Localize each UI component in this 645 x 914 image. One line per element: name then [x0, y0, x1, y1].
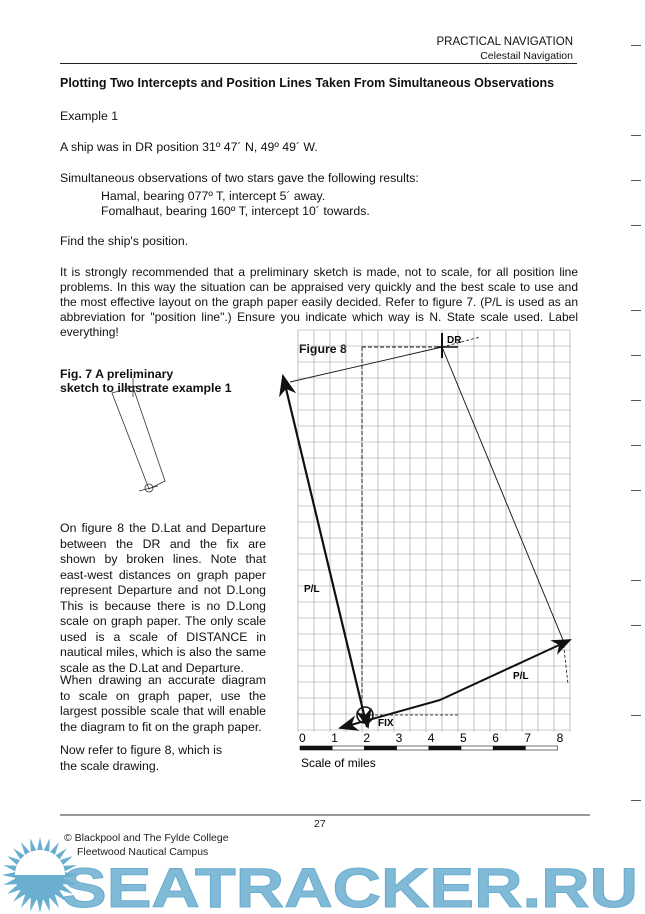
header-subtitle: Celestail Navigation — [480, 50, 573, 62]
scale-segment — [429, 746, 461, 750]
scale-segment — [493, 746, 525, 750]
scan-mark — [631, 445, 641, 446]
scan-mark — [631, 400, 641, 401]
scale-caption: Scale of miles — [301, 756, 376, 770]
pl-right-label: P/L — [513, 671, 529, 682]
scan-mark — [631, 180, 641, 181]
fig8-title: Figure 8 — [299, 342, 347, 356]
scan-mark — [631, 800, 641, 801]
observation-hamal: Hamal, bearing 077º T, intercept 5´ away. — [101, 189, 326, 203]
observations-intro: Simultaneous observations of two stars gave the following results: — [60, 171, 419, 185]
header-title: PRACTICAL NAVIGATION — [436, 36, 573, 48]
side-paragraph-3-line2: the scale drawing. — [60, 759, 160, 773]
scan-mark — [631, 490, 641, 491]
page-number: 27 — [314, 818, 326, 830]
fig7-rectangle — [112, 387, 165, 489]
scale-tick-label: 0 — [299, 731, 306, 745]
scale-segment — [461, 746, 493, 750]
scan-mark — [631, 355, 641, 356]
intercept-hamal-line — [290, 347, 442, 382]
side-paragraph-2: When drawing an accurate diagram to scale on graph paper, use the largest possible scale that will enable the diagram to fit on the graph paper. — [60, 673, 266, 734]
scan-mark — [631, 580, 641, 581]
dr-position-text: A ship was in DR position 31º 47´ N, 49º 49´ W. — [60, 140, 318, 154]
footer-campus: Fleetwood Nautical Campus — [77, 846, 209, 858]
scale-segment — [364, 746, 396, 750]
side-paragraph-3-line1: Now refer to figure 8, which is — [60, 743, 222, 757]
position-line-lower-arrow-right — [440, 640, 570, 700]
footer-copyright: © Blackpool and The Fylde College — [64, 832, 229, 844]
scale-tick-label: 4 — [427, 731, 435, 745]
scale-tick-label: 7 — [524, 731, 532, 745]
dr-label: DR — [447, 335, 462, 346]
scale-of-miles — [299, 731, 564, 750]
scale-segment — [397, 746, 429, 750]
scale-tick-label: 6 — [492, 731, 499, 745]
scan-mark — [631, 45, 641, 46]
side-paragraph-1: On figure 8 the D.Lat and Departure between the DR and the fix are shown by broken lines. Note that east-west distances on graph paper represent Departure and not D.Long This is because there is no D.Long scale on graph paper. The only scale used is a scale of DISTANCE in nautical miles, which is also the same scale as the D.Lat and Departure. — [60, 521, 266, 675]
fix-label: FIX — [378, 718, 394, 729]
watermark-text: SEATRACKER.RU — [62, 856, 638, 914]
scan-mark — [631, 715, 641, 716]
observation-fomalhaut: Fomalhaut, bearing 160º T, intercept 10´ towards. — [101, 204, 370, 218]
scan-mark — [631, 225, 641, 226]
intercept-fomalhaut-line — [442, 347, 563, 640]
scale-tick-label: 5 — [460, 731, 467, 745]
scan-mark — [631, 310, 641, 311]
position-line-left-arrow — [283, 376, 367, 727]
section-title: Plotting Two Intercepts and Position Lines Taken From Simultaneous Observations — [60, 76, 555, 90]
scale-tick-label: 8 — [556, 731, 564, 745]
scale-tick-label: 3 — [395, 731, 403, 745]
scale-segment — [525, 746, 557, 750]
scale-tick-label: 1 — [331, 731, 338, 745]
fig8-grid — [298, 330, 570, 732]
scale-segment — [332, 746, 364, 750]
scan-mark — [631, 625, 641, 626]
scale-tick-label: 2 — [363, 731, 371, 745]
pl-left-label: P/L — [304, 584, 320, 595]
fig7-caption-line1: Fig. 7 A preliminary — [60, 367, 174, 381]
task-text: Find the ship's position. — [60, 234, 189, 248]
fig8-plot — [283, 333, 570, 728]
advice-paragraph: It is strongly recommended that a preliminary sketch is made, not to scale, for all position line problems. In this way the situation can be appraised very quickly and the best scale to use and the most effective layout on the graph paper easily decided. Refer to figure 7. (P/L is used as an abbreviation for "position line".) Ensure you indicate which way is N. State scale used. Label everything! — [60, 265, 578, 339]
scan-mark — [631, 135, 641, 136]
scale-segment — [300, 746, 332, 750]
fig7-caption-line2: sketch to illustrate example 1 — [60, 381, 232, 395]
fig7-sketch — [112, 378, 165, 492]
example-label: Example 1 — [60, 109, 119, 123]
